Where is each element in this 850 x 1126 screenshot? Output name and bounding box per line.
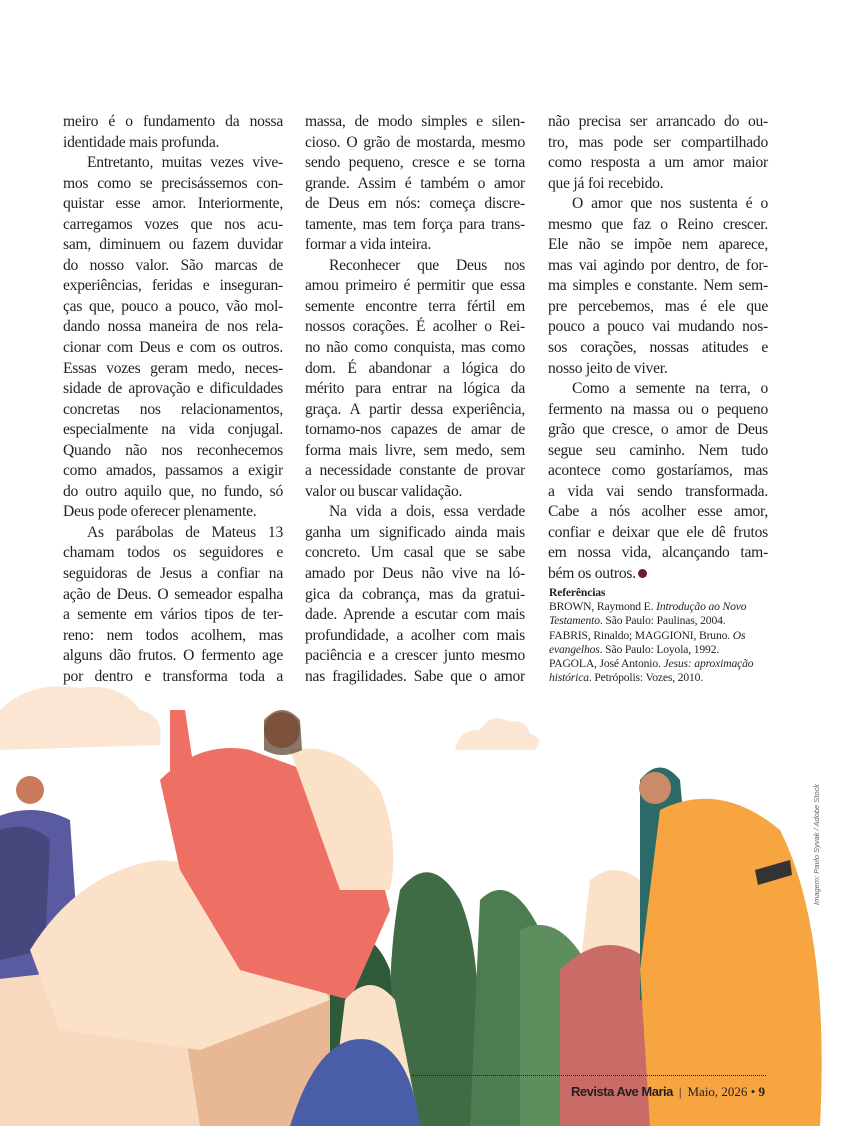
text-line: alguns dão frutos. O fermento age <box>63 647 283 665</box>
text-line: nas fragilidades. Sabe que o amor <box>305 667 525 685</box>
text-line: seguidoras de Jesus a confiar na <box>63 565 283 583</box>
magazine-name: Revista Ave Maria <box>571 1084 673 1099</box>
text-line: gica da cobrança, mas da gratui- <box>305 585 525 603</box>
text-line: Deus pode oferecer plenamente. <box>63 503 257 521</box>
page-footer <box>571 1084 765 1100</box>
text-line: que já foi recebido. <box>548 174 664 192</box>
text-line: O amor que nos sustenta é o <box>572 195 768 213</box>
text-line: nossos corações. É acolher o Rei- <box>305 318 525 336</box>
text-line: pre percebemos, mas é ele que <box>548 297 768 315</box>
text-line: como resposta a um amor maior <box>548 154 768 172</box>
text-column-2 <box>305 112 525 687</box>
text-line: sam, diminuem ou fazem duvidar <box>63 236 283 254</box>
paragraph <box>305 256 525 503</box>
cloud-left <box>0 686 161 750</box>
text-line: nosso jeito de viver. <box>548 359 668 377</box>
text-line: em nossa vida, alcançando tam- <box>548 544 768 562</box>
paragraph <box>63 523 283 687</box>
text-line: concreto. Um casal que se sabe <box>305 544 525 562</box>
text-line: segue seu caminho. Nem tudo <box>548 441 768 459</box>
text-line: do outro aquilo que, no fundo, só <box>63 482 283 500</box>
reference-author: BROWN, Raymond E. <box>549 600 657 614</box>
text-line: valor ou buscar validação. <box>305 482 463 500</box>
text-line: mesmo que faz o Reino crescer. <box>548 215 768 233</box>
text-line: ças que, pouco a pouco, vão mol- <box>63 297 283 315</box>
text-line: acontece como gostaríamos, mas <box>548 462 768 480</box>
text-line: reno: nem todos acolhem, mas <box>63 626 283 644</box>
text-line: profundidade, a acolher com mais <box>305 626 525 644</box>
text-line: meiro é o fundamento da nossa <box>63 113 283 130</box>
text-line: mérito para entrar na lógica da <box>305 380 525 398</box>
woman-right <box>639 768 822 1126</box>
text-line: fermento na massa ou o pequeno <box>548 400 768 418</box>
reference-title: Os evangelhos <box>549 628 746 656</box>
text-line: graça. A partir dessa experiência, <box>305 400 525 418</box>
text-line: grão que cresce, o amor de Deus <box>548 421 768 439</box>
text-line: Ele não se impõe nem aparece, <box>548 236 768 254</box>
text-line: massa, de modo simples e silen- <box>305 113 525 130</box>
text-line: sidade de aprovação e dificuldades <box>63 380 283 398</box>
paragraph <box>305 502 525 687</box>
text-line: chamam todos os seguidores e <box>63 544 283 562</box>
cloud-right <box>455 718 539 750</box>
text-line: Cabe a nós acolher esse amor, <box>548 503 768 521</box>
article-end-mark-icon <box>638 569 647 578</box>
text-line: amou primeiro é permitir que essa <box>305 277 525 295</box>
reference-publisher: . São Paulo: Loyola, 1992. <box>599 642 720 656</box>
text-line: confiar e deixar que ele dê frutos <box>548 523 768 541</box>
reference-publisher: . Petrópolis: Vozes, 2010. <box>588 671 704 685</box>
reference-author: FABRIS, Rinaldo; MAGGIONI, Bruno. <box>549 628 733 642</box>
reference-publisher: . São Paulo: Paulinas, 2004. <box>599 614 726 628</box>
text-line: a vida vai sendo transformada. <box>548 482 768 500</box>
text-line: bém os outros. <box>548 564 768 585</box>
paragraph <box>63 112 283 153</box>
text-line: Reconhecer que Deus nos <box>329 256 525 274</box>
text-line: Na vida a dois, essa verdade <box>329 503 525 521</box>
text-line: paciência e a crescer junto mesmo <box>305 647 525 665</box>
footer-bullet: • <box>750 1084 756 1099</box>
text-line: carregamos vozes que nos acu- <box>63 215 283 233</box>
text-line: Entretanto, muitas vezes vive- <box>87 154 283 172</box>
text-line: semente encontre terra fértil em <box>305 297 525 315</box>
text-line: mos como se precisássemos con- <box>63 174 283 192</box>
text-line: amado por Deus não vive na ló- <box>305 565 525 583</box>
reference-title: Jesus: aproximação histórica <box>549 657 754 685</box>
text-line: cioso. O grão de mostarda, mesmo <box>305 133 525 151</box>
text-line: do nosso valor. São marcas de <box>63 256 283 274</box>
text-line: dando nossa maneira de nos rela- <box>63 318 283 336</box>
text-line: As parábolas de Mateus 13 <box>87 523 283 541</box>
reference-title: Introdução ao Novo Testamento <box>549 600 747 628</box>
text-line: tornamo-nos capazes de amar de <box>305 421 525 439</box>
text-line: a necessidade constante de provar <box>305 462 525 480</box>
text-line: especialmente na vida conjugal. <box>63 421 283 439</box>
text-line: como amados, passamos a exigir <box>63 462 283 480</box>
text-line: ganha um significado ainda mais <box>305 523 525 541</box>
text-line: tro, mas pode ser compartilhado <box>548 133 768 151</box>
reference-author: PAGOLA, José Antonio. <box>549 657 664 671</box>
references-heading: Referências <box>549 586 606 599</box>
page-number: 9 <box>758 1084 765 1099</box>
text-line: tamente, mas tem força para trans- <box>305 215 525 233</box>
paragraph <box>305 112 525 256</box>
text-line: concretas nos relacionamentos, <box>63 400 283 418</box>
issue-date: Maio, 2026 <box>687 1084 748 1099</box>
text-line: por dentro e transforma toda a <box>63 667 283 685</box>
text-line: formar a vida inteira. <box>305 236 432 254</box>
text-line: ma simples e constante. Nem sem- <box>548 277 768 295</box>
text-line: grande. Assim é também o amor <box>305 174 525 192</box>
text-line: Como a semente na terra, o <box>572 380 768 398</box>
illustration-parables <box>0 670 850 1126</box>
text-line: cionar com Deus e com os outros. <box>63 339 283 357</box>
text-line: Quando não nos reconhecemos <box>63 441 283 459</box>
text-line: identidade mais profunda. <box>63 133 220 151</box>
text-line: Essas vozes geram medo, neces- <box>63 359 283 377</box>
text-line: dade. Aprende a escutar com mais <box>305 606 525 624</box>
text-line: não precisa ser arrancado do ou- <box>548 113 768 130</box>
text-line: forma mais livre, sem medo, sem <box>305 441 525 459</box>
paragraph <box>548 112 768 194</box>
reference-item <box>549 629 769 657</box>
text-line: dom. É abandonar a lógica do <box>305 359 525 377</box>
image-credit: Imagem: Pavlo Syvak / Adobe Stock <box>812 783 821 905</box>
text-line: mas vai agindo por dentro, de for- <box>548 256 768 274</box>
footer-separator: | <box>678 1084 682 1099</box>
text-line: ação de Deus. O semeador espalha <box>63 585 283 603</box>
text-line: de Deus em nós: começa discre- <box>305 195 525 213</box>
text-line: no não como conquista, mas como <box>305 339 525 357</box>
reference-item <box>549 600 769 628</box>
paragraph <box>548 379 768 584</box>
text-line: pouco a pouco vai mudando nos- <box>548 318 768 336</box>
text-line: sendo pequeno, cresce e se torna <box>305 154 525 172</box>
footer-divider <box>412 1075 766 1076</box>
paragraph <box>548 194 768 379</box>
text-line: a semente em vários tipos de ter- <box>63 606 283 624</box>
text-line: experiências, feridas e inseguran- <box>63 277 283 295</box>
paragraph <box>63 153 283 523</box>
text-line: quistar esse amor. Interiormente, <box>63 195 283 213</box>
text-column-1 <box>63 112 283 687</box>
text-line: sos corações, nossas atitudes e <box>548 339 768 357</box>
text-column-3 <box>548 112 768 585</box>
